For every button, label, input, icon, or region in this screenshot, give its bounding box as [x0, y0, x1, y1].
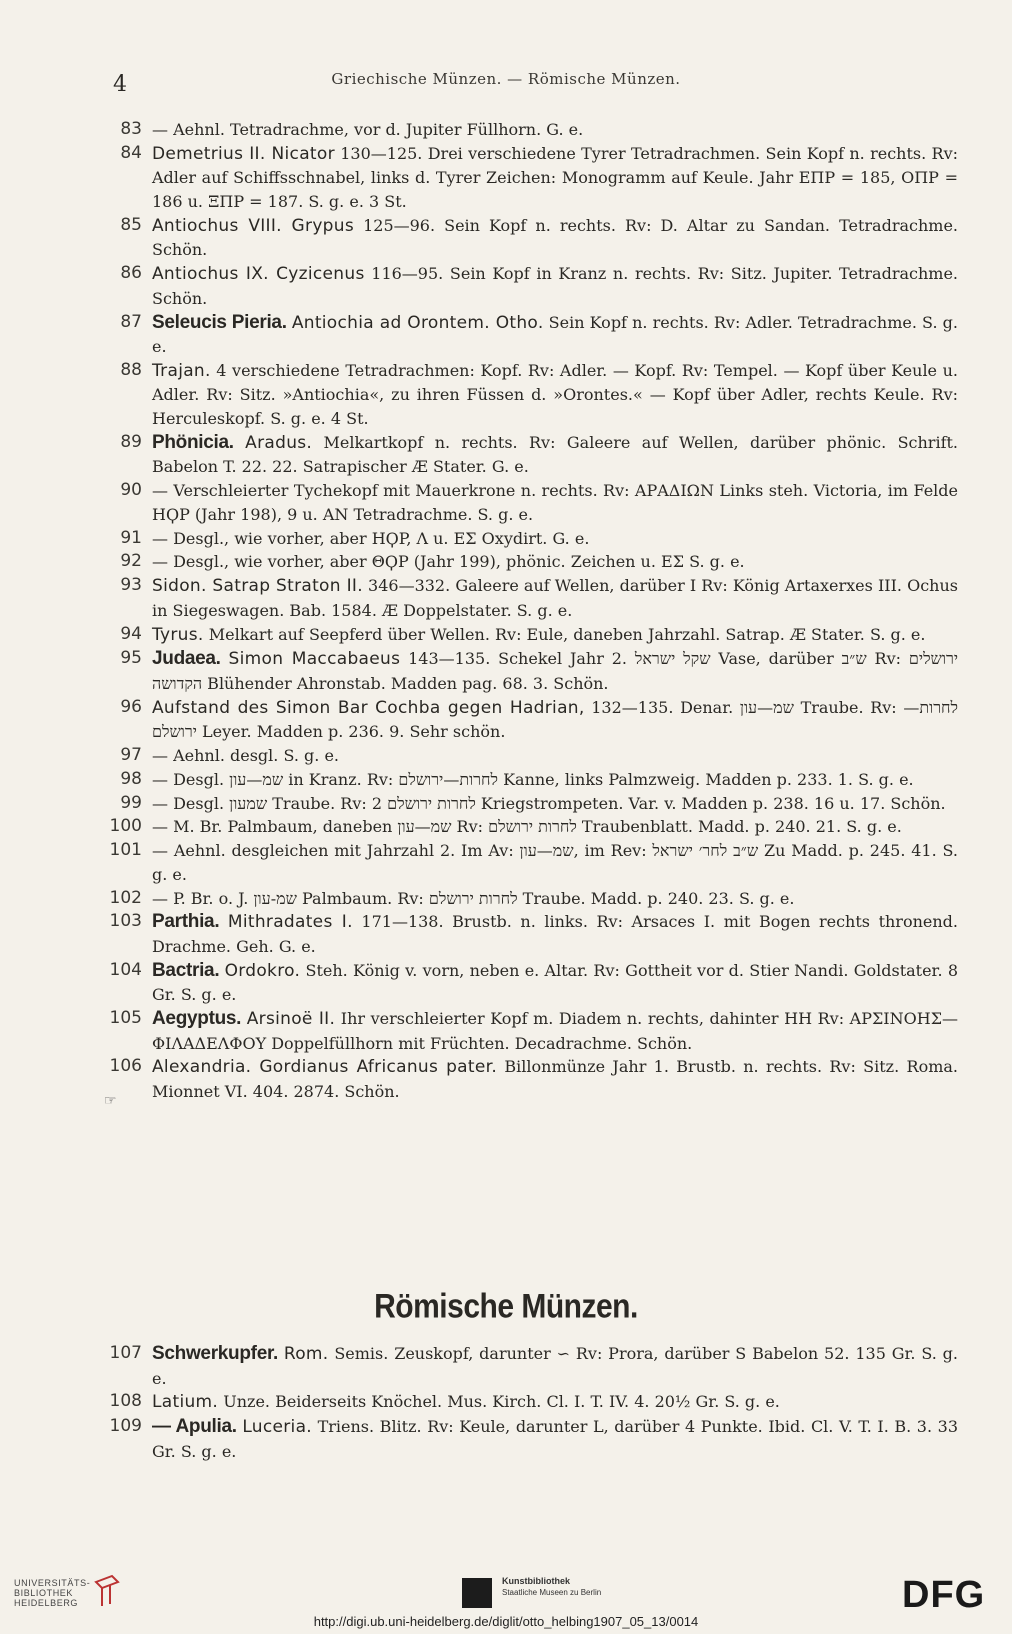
- entry-ruler: Antiochia ad Orontem. Otho.: [291, 312, 544, 333]
- dfg-logo: DFG: [902, 1574, 986, 1616]
- entry-number: 107: [109, 1343, 142, 1363]
- entry-description: 143—135. Schekel Jahr 2. שקל ישראל Vase, darüber ש״ב Rv: ירושלים הקדושה Blühender Ahronstab. Madden pag. 68. 3. Schön.: [152, 649, 959, 693]
- library-logo-icon: [92, 1572, 122, 1610]
- entry-region: Seleucis Pieria.: [152, 311, 287, 333]
- entry-region: Judaea.: [152, 648, 221, 670]
- catalogue-entry: [100, 550, 958, 574]
- entry-description: 130—125. Drei verschiedene Tyrer Tetradrachmen. Sein Kopf n. rechts. Rv: Adler auf Schiffsschnabel, links d. Tyrer Zeichen: Monogramm auf Keule. Jahr ΕΠΡ = 185, ΟΠΡ = 186 u. ΞΠΡ = 187. S. g. e. 3 St.: [152, 143, 958, 211]
- entry-description: — M. Br. Palmbaum, daneben שמ—עון Rv: לחרות ירושלם Traubenblatt. Madd. p. 240. 21. S. g. e.: [152, 817, 902, 837]
- entry-number: 92: [120, 551, 142, 572]
- entry-description: — Aehnl. desgl. S. g. e.: [152, 746, 339, 766]
- entry-region: Bactria.: [152, 959, 220, 981]
- library-line: BIBLIOTHEK: [14, 1588, 74, 1598]
- entry-description: Triens. Blitz. Rv: Keule, darunter L, darüber 4 Punkte. Ibid. Cl. V. T. I. B. 3. 33 Gr. S. g. e.: [152, 1417, 959, 1461]
- entry-number: 94: [120, 623, 142, 644]
- entry-description: Steh. König v. vorn, neben e. Altar. Rv: Gottheit vor d. Stier Nandi. Goldstater. 8 Gr. S. g. e.: [152, 960, 958, 1005]
- catalogue-entry: [100, 527, 958, 551]
- entry-number: 108: [109, 1391, 142, 1412]
- entry-number: 96: [120, 696, 142, 717]
- entry-description: — Desgl., wie vorher, aber HϘP, Λ u. ΕΣ Oxydirt. G. e.: [152, 528, 590, 548]
- entry-description: Semis. Zeuskopf, darunter ∽ Rv: Prora, darüber S Babelon 52. 135 Gr. S. g. e.: [152, 1344, 958, 1388]
- entry-ruler: Simon Maccabaeus: [228, 649, 401, 670]
- entry-number: 100: [109, 816, 142, 837]
- entry-region: — Apulia.: [152, 1416, 237, 1438]
- catalogue-entry: [100, 887, 958, 911]
- entry-number: 104: [109, 959, 142, 980]
- entry-description: Unze. Beiderseits Knöchel. Mus. Kirch. Cl. I. T. IV. 4. 20½ Gr. S. g. e.: [223, 1392, 780, 1412]
- catalogue-entry: [100, 910, 958, 958]
- catalogue-entry: [100, 792, 958, 816]
- entry-ruler: Antiochus IX. Cyzicenus: [152, 264, 365, 285]
- section-title: Römische Münzen.: [374, 1287, 638, 1326]
- entry-description: — Aehnl. Tetradrachme, vor d. Jupiter Füllhorn. G. e.: [152, 120, 584, 139]
- entry-description: — P. Br. o. J. שמ-עון Palmbaum. Rv: לחרות ירושלם Traube. Madd. p. 240. 23. S. g. e.: [152, 888, 795, 908]
- entry-description: Sein Kopf n. rechts. Rv: Adler. Tetradrachme. S. g. e.: [152, 312, 959, 357]
- entry-description: — Verschleierter Tychekopf mit Mauerkrone n. rechts. Rv: ΑΡΑΔΙΩΝ Links steh. Victoria, im Felde HϘP (Jahr 198), 9 u. AN Tetradrachme. S. g. e.: [152, 481, 958, 524]
- entry-ruler: Mithradates I.: [227, 912, 353, 933]
- entry-number: 102: [109, 887, 142, 908]
- entry-number: 101: [109, 840, 142, 861]
- catalogue-entry: [100, 696, 958, 744]
- entry-ruler: Trajan.: [152, 360, 211, 381]
- entry-description: 132—135. Denar. שמ—עון Traube. Rv: לחרות— ירושלם Leyer. Madden p. 236. 9. Sehr schön.: [152, 697, 959, 742]
- entry-ruler: Rom.: [283, 1344, 329, 1364]
- entry-number: 93: [120, 575, 142, 596]
- entry-number: 99: [120, 792, 142, 813]
- catalogue-entry: [100, 768, 958, 792]
- entry-description: — Desgl. שמעון Traube. Rv: לחרות ירושלם 2 Kriegstrompeten. Var. v. Madden p. 238. 16 u. 17. Schön.: [152, 793, 946, 813]
- entry-number: 106: [109, 1056, 142, 1077]
- entry-description: — Desgl. שמ—עון in Kranz. Rv: לחרות—ירושלם Kanne, links Palmzweig. Madden p. 233. 1. S. g. e.: [152, 769, 914, 789]
- catalogue-entry: [100, 1007, 958, 1055]
- catalogue-entry: [100, 311, 958, 359]
- entry-ruler: Aufstand des Simon Bar Cochba gegen Hadrian,: [152, 697, 585, 718]
- entry-ruler: Aradus.: [245, 432, 313, 453]
- source-url-link[interactable]: http://digi.ub.uni-heidelberg.de/diglit/otto_helbing1907_05_13/0014: [313, 1614, 699, 1629]
- hand-pointer-icon: ☞: [104, 1093, 117, 1109]
- entry-number: 85: [120, 214, 142, 235]
- entry-ruler: Alexandria. Gordianus Africanus pater.: [152, 1057, 498, 1078]
- entry-number: 91: [120, 527, 142, 548]
- catalogue-entry: [100, 839, 958, 886]
- entry-description: 4 verschiedene Tetradrachmen: Kopf. Rv: Adler. — Kopf. Rv: Tempel. — Kopf über Keule u. Adler. Rv: Sitz. »Antiochia«, zu ihren Füssen d. »Orontes.« — Kopf über Adler, rechts Keule. Rv: Herculeskopf. S. g. e. 4 St.: [152, 360, 958, 429]
- kunstbibliothek-logo-icon: [462, 1578, 492, 1608]
- catalogue-entry: [100, 1342, 958, 1390]
- catalogue-entry: [100, 262, 958, 310]
- entry-description: Ihr verschleierter Kopf m. Diadem n. rechts, dahinter HH Rv: ΑΡΣΙΝΟΗΣ—ΦΙΛΑΔΕΛΦΟΥ Doppelfüllhorn mit Früchten. Decadrachme. Schön.: [152, 1009, 959, 1053]
- kb-subtitle: Staatliche Museen zu Berlin: [502, 1588, 602, 1597]
- library-line: HEIDELBERG: [14, 1598, 79, 1608]
- entry-region: Phönicia.: [152, 431, 234, 453]
- catalogue-entry: [100, 1415, 958, 1463]
- catalogue-entry: [100, 574, 958, 622]
- kb-title: Kunstbibliothek: [502, 1576, 570, 1586]
- catalogue-entries-greek: [100, 118, 958, 1104]
- entry-number: 109: [109, 1416, 142, 1437]
- catalogue-entry: [100, 118, 958, 142]
- entry-number: 90: [120, 480, 142, 501]
- entry-ruler: Sidon. Satrap Straton II.: [152, 576, 363, 597]
- running-head: Griechische Münzen. — Römische Münzen.: [331, 70, 681, 88]
- library-line: UNIVERSITÄTS-: [14, 1578, 91, 1588]
- entry-number: 98: [120, 768, 142, 789]
- entry-number: 84: [120, 142, 142, 163]
- entry-number: 89: [120, 431, 142, 452]
- entry-ruler: Tyrus.: [152, 624, 204, 645]
- entry-description: — Desgl., wie vorher, aber ΘϘP (Jahr 199), phönic. Zeichen u. ΕΣ S. g. e.: [152, 552, 745, 572]
- entry-number: 105: [109, 1008, 142, 1029]
- entry-description: Melkartkopf n. rechts. Rv: Galeere auf Wellen, darüber phönic. Schrift. Babelon T. 22. 22. Satrapischer Æ Stater. G. e.: [152, 432, 959, 477]
- entry-number: 83: [120, 119, 142, 139]
- catalogue-entry: [100, 959, 958, 1007]
- entry-ruler: Latium.: [152, 1392, 219, 1413]
- catalogue-entry: [100, 431, 958, 479]
- entry-number: 87: [120, 311, 142, 332]
- catalogue-entry: [100, 744, 958, 768]
- entry-description: Billonmünze Jahr 1. Brustb. n. rechts. Rv: Sitz. Roma. Mionnet VI. 404. 2874. Schön.: [152, 1057, 958, 1102]
- entry-number: 103: [109, 911, 142, 932]
- catalogue-entry: [100, 623, 958, 648]
- catalogue-entry: [100, 1390, 958, 1415]
- entry-description: 171—138. Brustb. n. links. Rv: Arsaces I. mit Bogen rechts thronend. Drachme. Geh. G. e.: [152, 912, 958, 956]
- entry-description: 125—96. Sein Kopf n. rechts. Rv: D. Altar zu Sandan. Tetradrachme. Schön.: [152, 215, 959, 260]
- catalogue-entry: [100, 214, 958, 262]
- library-logo-text: [14, 1578, 90, 1608]
- catalogue-entry: [100, 1055, 958, 1103]
- entry-number: 86: [120, 263, 142, 284]
- catalogue-entry: [100, 359, 958, 431]
- entry-number: 97: [120, 745, 142, 766]
- entry-ruler: Ordokro.: [224, 960, 301, 981]
- entry-region: Parthia.: [152, 911, 220, 933]
- entry-description: 116—95. Sein Kopf in Kranz n. rechts. Rv: Sitz. Jupiter. Tetradrachme. Schön.: [152, 264, 958, 308]
- entry-number: 95: [120, 648, 142, 669]
- entry-region: Aegyptus.: [152, 1008, 242, 1030]
- entry-ruler: Antiochus VIII. Grypus: [152, 215, 355, 236]
- entry-number: 88: [120, 359, 142, 380]
- entry-description: 346—332. Galeere auf Wellen, darüber I Rv: König Artaxerxes III. Ochus in Siegeswagen. Bab. 1584. Æ Doppelstater. S. g. e.: [152, 576, 958, 620]
- catalogue-entry: [100, 647, 958, 695]
- entry-region: Schwerkupfer.: [152, 1343, 278, 1364]
- kunstbibliothek-logo-text: [502, 1576, 601, 1598]
- entry-ruler: Arsinoë II.: [246, 1009, 336, 1030]
- catalogue-entry: [100, 479, 958, 526]
- catalogue-entry: [100, 815, 958, 839]
- entry-ruler: Luceria.: [242, 1417, 312, 1438]
- catalogue-entries-roman: [100, 1342, 958, 1464]
- entry-description: — Aehnl. desgleichen mit Jahrzahl 2. Im Av: שמ—עון, im Rev: ש״ב לחר׳ ישראל Zu Madd. p. 245. 41. S. g. e.: [152, 841, 958, 884]
- entry-description: Melkart auf Seepferd über Wellen. Rv: Eule, daneben Jahrzahl. Satrap. Æ Stater. S. g. e.: [208, 624, 926, 644]
- page-number: 4: [113, 72, 127, 97]
- entry-ruler: Demetrius II. Nicator: [152, 143, 335, 164]
- catalogue-entry: [100, 142, 958, 214]
